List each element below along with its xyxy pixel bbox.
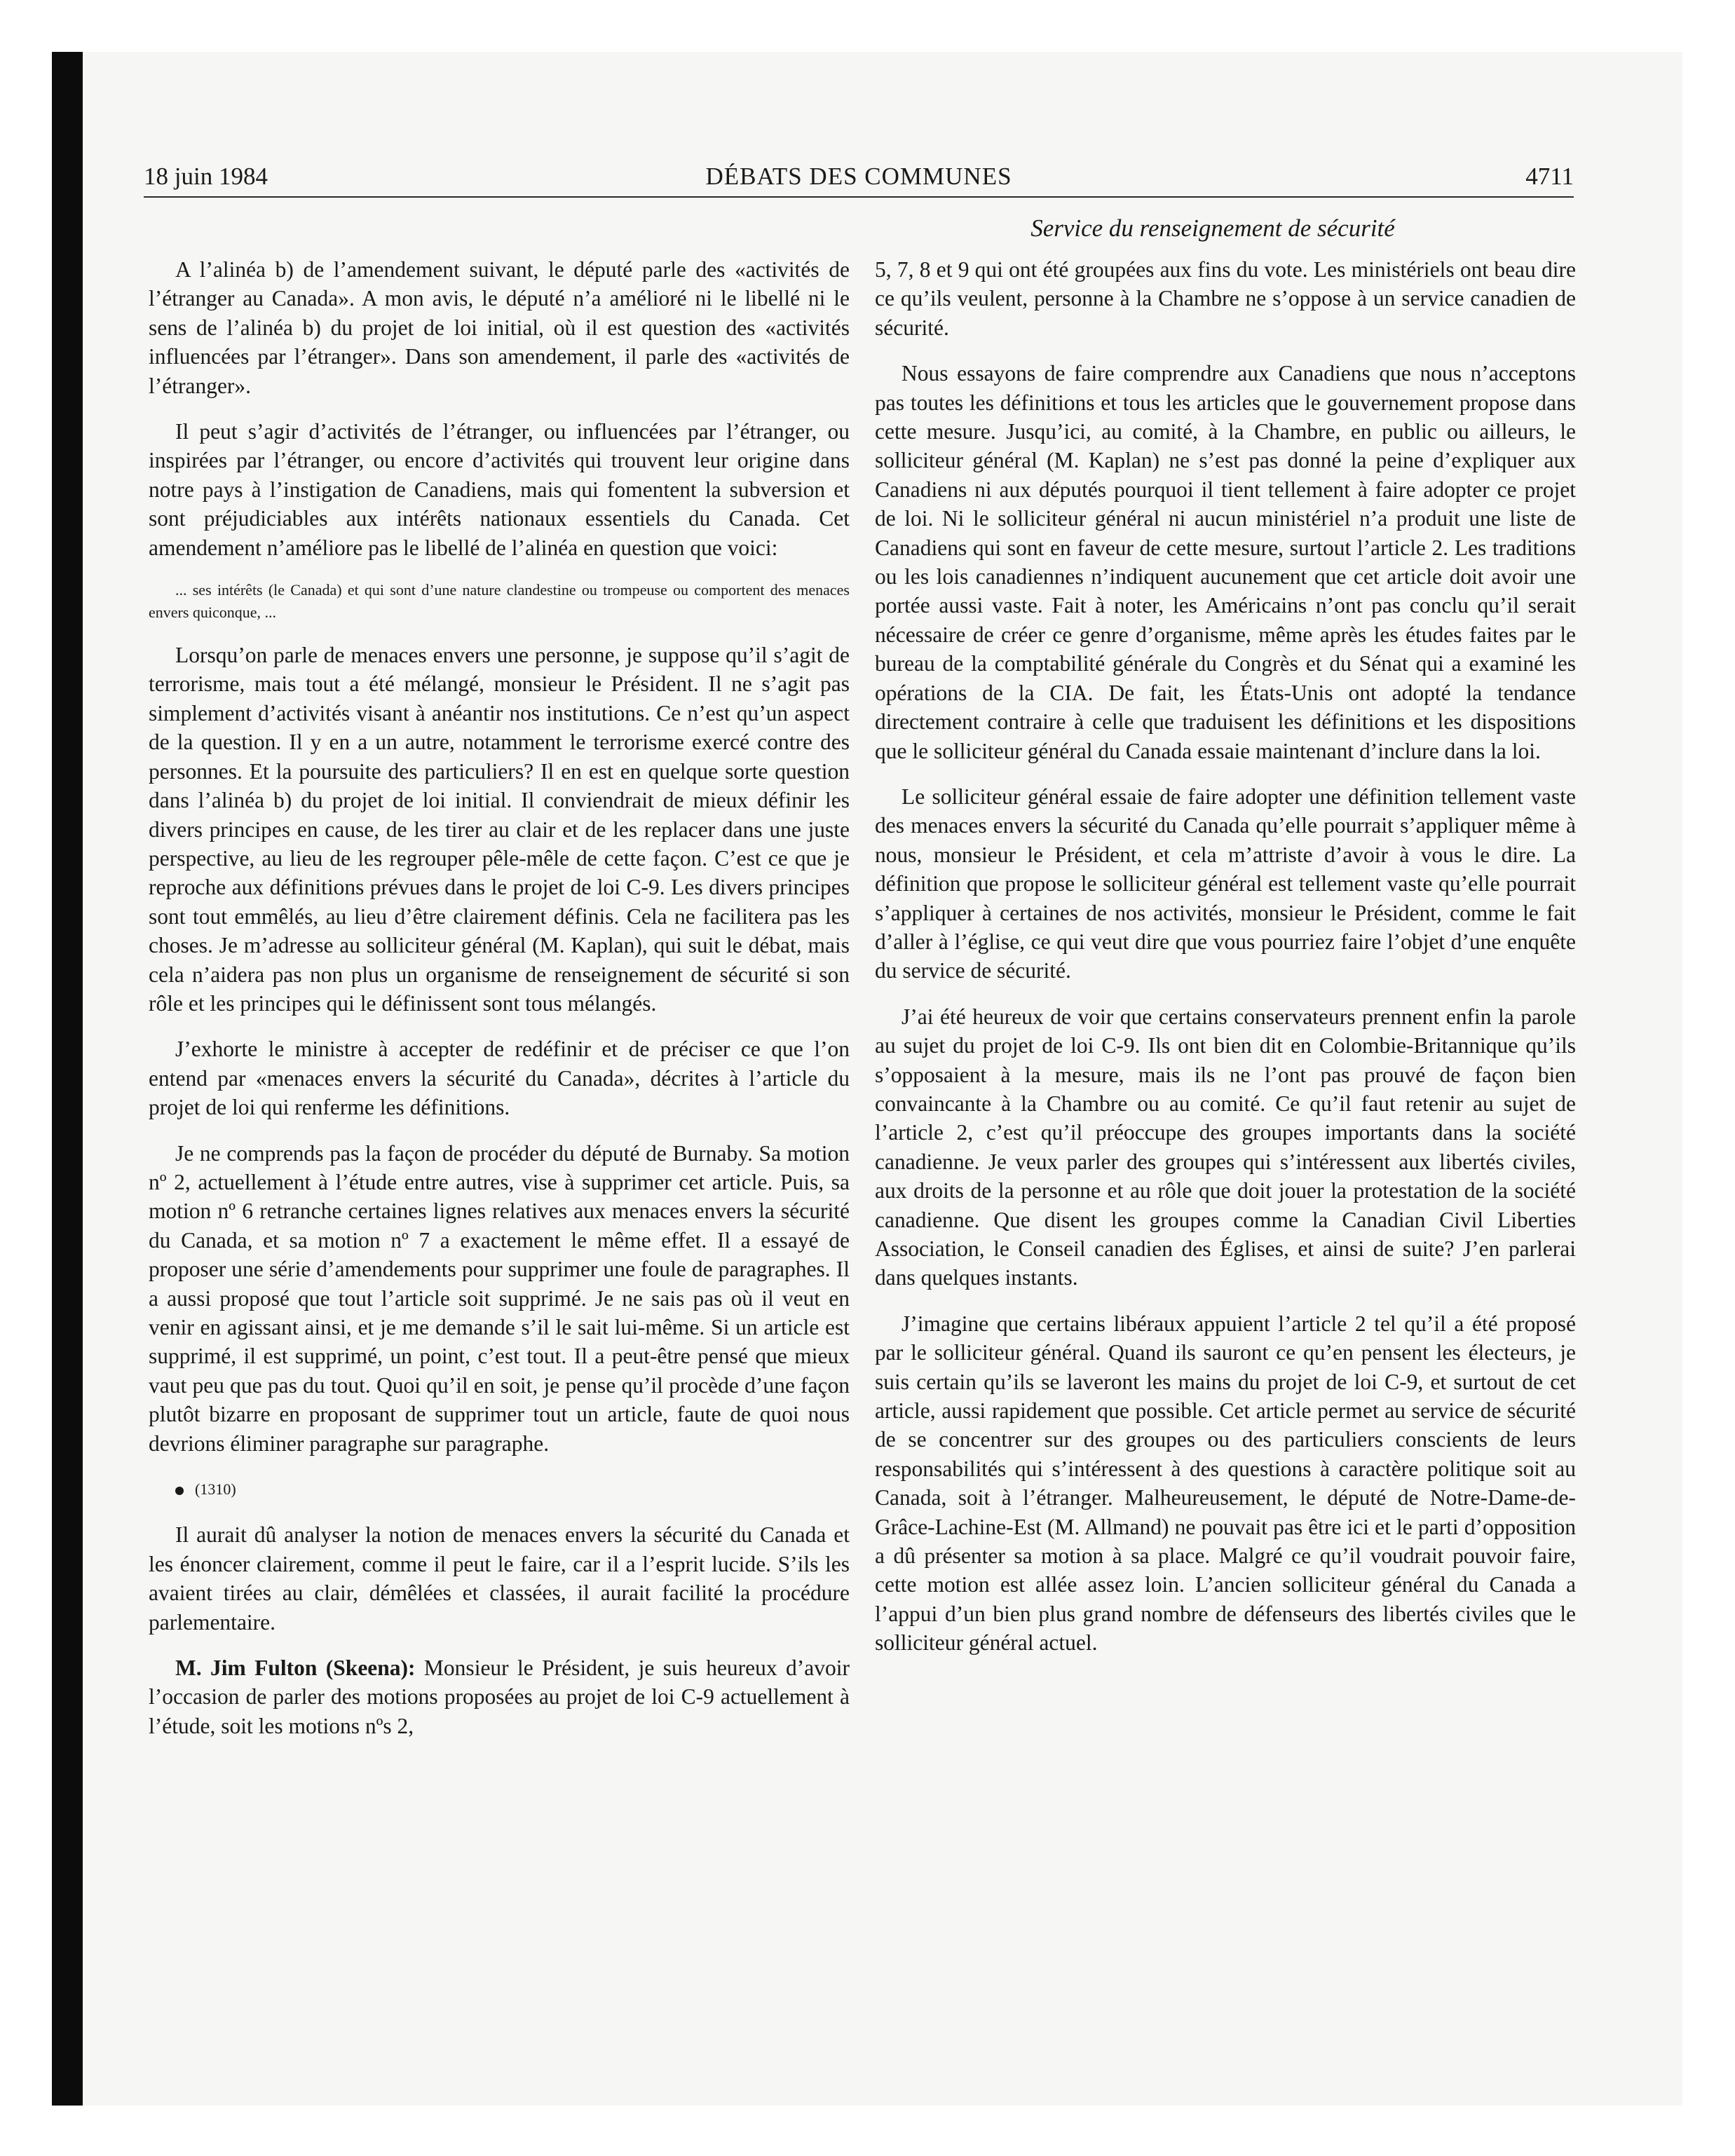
header-publication: DÉBATS DES COMMUNES [705, 163, 1012, 190]
paragraph: Lorsqu’on parle de menaces envers une personne, je suppose qu’il s’agit de terrorisme, mais tout a été mélangé, monsieur le Président. Il ne s’agit pas simplement d’activités visant à anéantir nos institutions. Ce n’est qu’un aspect de la question. Il y en a un autre, notamment le terrorisme exercé contre des personnes. Et la poursuite des particuliers? Il en est en quelque sorte question dans l’alinéa b) du projet de loi initial. Il conviendrait de mieux définir les divers principes en cause, de les tirer au clair et de les replacer dans une juste perspective, au lieu de les regrouper pêle-mêle de cette façon. C’est ce que je reproche aux définitions prévues dans le projet de loi C-9. Les divers principes sont tout emmêlés, au lieu d’être clairement définis. Cela ne facilitera pas les choses. Je m’adresse au solliciteur général (M. Kaplan), qui suit le débat, mais cela n’aidera pas non plus un organisme de renseignement de sécurité si son rôle et les principes qui le définissent sont tous mélangés. [149, 643, 850, 1016]
header-page-number: 4711 [1525, 163, 1574, 190]
paragraph: J’exhorte le ministre à accepter de redéfinir et de préciser ce que l’on entend par «menaces envers la sécurité du Canada», décrites à l’article du projet de loi qui renferme les définitions. [149, 1037, 850, 1120]
speaker-paragraph [149, 1653, 850, 1740]
paragraph: J’imagine que certains libéraux appuient l’article 2 tel qu’il a été proposé par le solliciteur général. Quand ils sauront ce qu’en pensent les électeurs, je suis certain qu’ils se laveront les mains du projet de loi C-9, et surtout de cet article, aussi rapidement que possible. Cet article permet au service de sécurité de se concentrer sur des groupes ou des particuliers conscients de leurs responsabilités qui s’intéressent à des questions à caractère politique soit au Canada, soit à l’étranger. Malheureusement, le député de Notre-Dame-de-Grâce-Lachine-Est (M. Allmand) ne pouvait pas être ici et le parti d’opposition a dû présenter sa motion à sa place. Malgré ce qu’il voudrait pouvoir faire, cette motion est allée assez loin. L’ancien solliciteur général du Canada a l’appui d’un bien plus grand nombre de défenseurs des libertés civiles que le solliciteur général actuel. [875, 1311, 1576, 1656]
paragraph: J’ai été heureux de voir que certains conservateurs prennent enfin la parole au sujet du projet de loi C-9. Ils ont bien dit en Colombie-Britannique qu’ils s’opposaient à la mesure, mais ils ne l’ont pas prouvé de façon bien convaincante à la Chambre ou au comité. Ce qu’il faut retenir au sujet de l’article 2, c’est qu’il préoccupe des groupes importants dans la société canadienne. Je veux parler des groupes qui s’intéressent aux libertés civiles, aux droits de la personne et au rôle que doit jouer la protestation de la société canadienne. Que disent les groupes comme la Canadian Civil Liberties Association, le Conseil canadien des Églises, et ainsi de suite? J’en parlerai dans quelques instants. [875, 1004, 1576, 1290]
right-column [875, 255, 1576, 1674]
block-quote: ... ses intérêts (le Canada) et qui sont d’une nature clandestine ou trompeuse ou comportent des menaces envers quiconque, ... [149, 581, 850, 622]
paragraph: Il aurait dû analyser la notion de menaces envers la sécurité du Canada et les énoncer clairement, comme il peut le faire, car il a l’esprit lucide. S’ils les avaient tirées au clair, démêlées et classées, il aurait facilité la procédure parlementaire. [149, 1522, 850, 1635]
header-rule [144, 196, 1574, 198]
scan-binding-edge [52, 52, 83, 2106]
speaker-text: Monsieur le Président, je suis heureux d’avoir l’occasion de parler des motions proposées au projet de loi C-9 actuellement à l’étude, soit les motions nºs 2, [149, 1656, 850, 1738]
paragraph: A l’alinéa b) de l’amendement suivant, le député parle des «activités de l’étranger au Canada». A mon avis, le député n’a amélioré ni le libellé ni le sens de l’alinéa b) du projet de loi initial, où il est question des «activités influencées par l’étranger». Dans son amendement, il parle des «activités de l’étranger». [149, 257, 850, 398]
time-marker [149, 1475, 850, 1503]
paragraph: Il peut s’agir d’activités de l’étranger, ou influencées par l’étranger, ou inspirées par l’étranger, ou encore d’activités qui trouvent leur origine dans notre pays à l’instigation de Canadiens, mais qui fomentent la subversion et sont préjudiciables aux intérêts nationaux essentiels du Canada. Cet amendement n’améliore pas le libellé de l’alinéa en question que voici: [149, 419, 850, 560]
paragraph: Le solliciteur général essaie de faire adopter une définition tellement vaste des menaces envers la sécurité du Canada qu’elle pourrait s’appliquer même à nous, monsieur le Président, et cela m’attriste d’avoir à vous le dire. La définition que propose le solliciteur général est tellement vaste qu’elle pourrait s’appliquer à certaines de nos activités, monsieur le Président, comme le fait d’aller à l’église, ce qui veut dire que vous pourriez faire l’objet d’une enquête du service de sécurité. [875, 784, 1576, 983]
paragraph: Je ne comprends pas la façon de procéder du député de Burnaby. Sa motion nº 2, actuellement à l’étude entre autres, vise à supprimer cet article. Puis, sa motion nº 6 retranche certaines lignes relatives aux menaces envers la sécurité du Canada, et sa motion nº 7 a exactement le même effet. Il a essayé de proposer une série d’amendements pour supprimer une foule de paragraphes. Il a aussi proposé que tout l’article soit supprimé. Je ne sais pas où il veut en venir en agissant ainsi, et je me demande s’il le sait lui-même. Si un article est supprimé, il est supprimé, un point, c’est tout. Il a peut-être pensé que mieux vaut peu que pas du tout. Quoi qu’il en soit, je pense qu’il procède d’une façon plutôt bizarre en proposant de supprimer tout un article, faute de quoi nous devrions éliminer paragraphe sur paragraphe. [149, 1140, 850, 1456]
bullet-icon [175, 1487, 184, 1495]
paragraph: Nous essayons de faire comprendre aux Canadiens que nous n’acceptons pas toutes les définitions et tous les articles que le gouvernement propose dans cette mesure. Jusqu’ici, au comité, à la Chambre, en public ou ailleurs, le solliciteur général (M. Kaplan) ne s’est pas donné la peine d’expliquer aux Canadiens ni aux députés pourquoi il tient tellement à faire adopter ce projet de loi. Ni le solliciteur général ni aucun ministériel n’a produit une liste de Canadiens qui sont en faveur de cette mesure, surtout l’article 2. Les traditions ou les lois canadiennes n’indiquent aucunement que cet article doit avoir une portée aussi vaste. Fait à noter, les Américains n’ont pas conclu qu’il serait nécessaire de créer ce genre d’organisme, même après les études faites par le bureau de la comptabilité générale du Congrès et du Sénat qui a examiné les opérations de la CIA. De fait, les États-Unis ont adopté la tendance directement contraire à celle que traduisent les définitions et les dispositions que le solliciteur général du Canada essaie maintenant d’inclure dans la loi. [875, 361, 1576, 763]
paragraph: 5, 7, 8 et 9 qui ont été groupées aux fins du vote. Les ministériels ont beau dire ce qu’ils veulent, personne à la Chambre ne s’oppose à un service canadien de sécurité. [875, 257, 1576, 340]
left-column [149, 255, 850, 1757]
section-subject: Service du renseignement de sécurité [1030, 214, 1395, 242]
header-date: 18 juin 1984 [144, 163, 268, 190]
time-marker-text: (1310) [195, 1480, 236, 1499]
speaker-name: M. Jim Fulton (Skeena): [175, 1656, 416, 1681]
